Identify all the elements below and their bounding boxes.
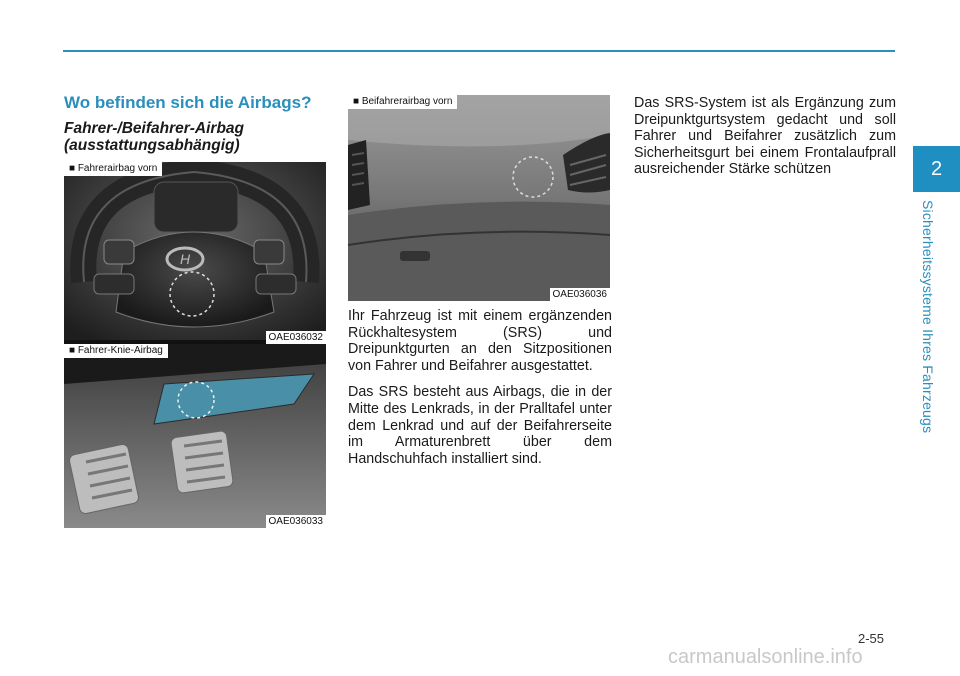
chapter-number-tab: 2 (913, 146, 960, 192)
figure-code: OAE036032 (266, 331, 327, 344)
figure-passenger-airbag (348, 95, 610, 301)
watermark: carmanualsonline.info (668, 646, 863, 668)
section-subheading: Fahrer-/Beifahrer-Airbag (ausstattungsabhängig) (64, 120, 245, 154)
figure-code: OAE036033 (266, 515, 327, 528)
figure-caption: ■ Fahrerairbag vorn (64, 162, 162, 176)
middle-column-text (348, 308, 612, 477)
top-rule (63, 50, 895, 52)
paragraph: Das SRS-System ist als Ergänzung zum Dreipunktgurtsystem gedacht und soll Fahrer und Beifahrer zusätzlich zum Sicherheitsgurt bei einem Frontalaufprall ausreichender Stärke schützen (634, 95, 896, 178)
paragraph: Das SRS besteht aus Airbags, die in der Mitte des Lenkrads, in der Pralltafel unter dem Lenkrad und auf der Beifahrerseite im Armaturenbrett über dem Handschuhfach installiert sind. (348, 384, 612, 467)
figure-caption: ■ Fahrer-Knie-Airbag (64, 344, 168, 358)
chapter-title: Sicherheitssysteme Ihres Fahrzeugs (920, 200, 936, 434)
svg-text:H: H (179, 251, 191, 267)
dashboard-illustration (348, 95, 610, 301)
steering-wheel-illustration (64, 162, 326, 344)
knee-airbag-illustration (64, 344, 326, 528)
page-number: 2-55 (858, 631, 885, 646)
figure-code: OAE036036 (550, 288, 611, 301)
right-column-text (634, 95, 896, 188)
figure-knee-airbag (64, 344, 326, 528)
paragraph: Ihr Fahrzeug ist mit einem ergänzenden Rückhaltesystem (SRS) und Dreipunktgurten an den Sitzpositionen von Fahrer und Beifahrer ausgestattet. (348, 308, 612, 374)
section-heading: Wo befinden sich die Airbags? (64, 93, 312, 112)
figure-driver-airbag (64, 162, 326, 344)
figure-caption: ■ Beifahrerairbag vorn (348, 95, 457, 109)
